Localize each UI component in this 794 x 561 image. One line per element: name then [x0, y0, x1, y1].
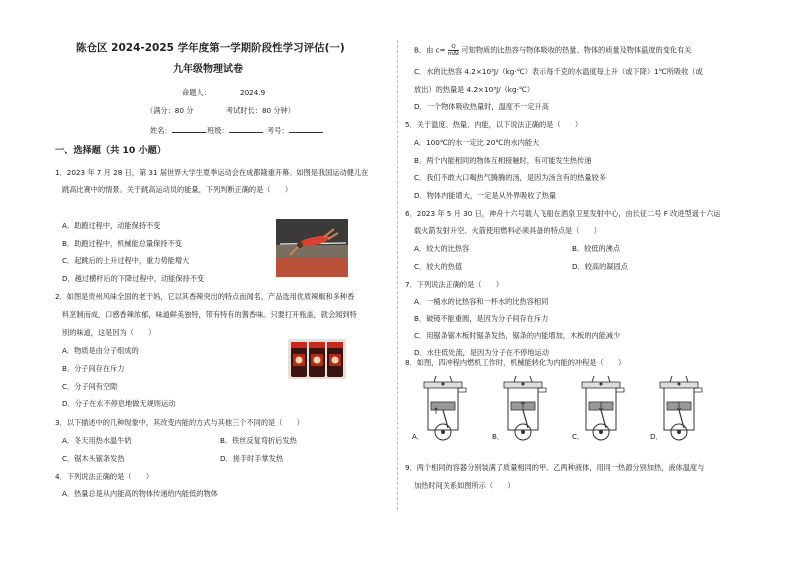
engine-a-diagram [424, 376, 466, 440]
q5-option-b[interactable]: B．两个内能相同的物体互相接触时，有可能发生热传递 [414, 156, 592, 165]
q1-stem-1: 1．2023 年 7 月 28 日，第 31 届世界大学生夏季运动会在成都隆重开幕。如图是我国运动健儿在 [55, 168, 369, 177]
q4-option-d[interactable]: D．一个物体吸收热量时，温度不一定升高 [414, 102, 549, 111]
name-label: 姓名： [150, 126, 172, 135]
class-field[interactable] [207, 125, 263, 135]
name-field[interactable] [150, 125, 206, 135]
class-label: 班级： [207, 126, 229, 135]
q6-stem-1: 6．2023 年 5 月 30 日，神舟十六号载人飞船在酒泉卫星发射中心，由长征二号 F 改进型遥十六运 [405, 209, 721, 218]
id-field[interactable] [267, 125, 323, 135]
q5-stem: 5．关于温度、热量、内能，以下说法正确的是（ ） [405, 120, 583, 129]
q6-stem-2: 载火箭发射升空。火箭使用燃料必须具备的特点是（ ） [414, 226, 601, 235]
q7-stem: 7．下列说法正确的是（ ） [405, 280, 504, 289]
engine-c-diagram [582, 376, 624, 440]
q3-stem: 3．以下描述中的几种现象中，其改变内能的方式与其他三个不同的是（ ） [55, 418, 304, 427]
q8-label-b[interactable]: B． [492, 432, 505, 441]
q2-option-a[interactable]: A．物质是由分子组成的 [62, 346, 139, 355]
q4-option-b[interactable] [414, 44, 691, 57]
q7-option-a[interactable]: A．一桶水的比热容和一杯水的比热容相同 [414, 297, 549, 306]
section-heading: 一、选择题（共 10 小题） [55, 145, 167, 156]
chili-sauce-jars-photo [288, 339, 346, 379]
q1-stem-2: 跳高比赛中的情景。关于跳高运动员的能量，下列判断正确的是（ ） [62, 185, 293, 194]
q1-option-a[interactable]: A．助跑过程中，动能保持不变 [62, 221, 161, 230]
high-jump-photo [276, 219, 348, 277]
q3-option-d[interactable]: D．搓手时手掌发热 [220, 454, 284, 463]
q3-option-a[interactable]: A．冬天用热水温牛奶 [62, 436, 132, 445]
q7-option-b[interactable]: B．破镜不能重圆，是因为分子间存在斥力 [414, 314, 549, 323]
q5-option-c[interactable]: C．我们不敢大口喝热气腾腾的汤，是因为汤含有的热量较多 [414, 173, 606, 182]
q2-option-c[interactable]: C．分子间有空隙 [62, 382, 118, 391]
exam-date: 2024.9 [240, 88, 266, 97]
q4-option-c[interactable]: C．水的比热容 4.2×10³J/（kg·℃）表示每千克的水温度每上升（或下降）1℃所吸收（或 [414, 67, 703, 76]
q6-option-a[interactable]: A．较大的比热容 [414, 244, 470, 253]
full-score: （满分：80 分 [146, 106, 194, 115]
exam-subtitle: 九年级物理试卷 [173, 64, 243, 75]
engine-d-diagram [660, 376, 702, 440]
author-label: 命题人： [182, 88, 211, 97]
q2-stem-3: 别的味道，这是因为（ ） [62, 328, 156, 337]
engine-stroke-diagrams [420, 374, 710, 444]
q2-stem-2: 料烹制而成，口感香辣浓郁，味道鲜美独特，带有特有的酱香味。只要打开瓶盖，就会闻到特 [62, 310, 357, 319]
q1-option-d[interactable]: D．越过横杆后的下降过程中，动能保持不变 [62, 274, 205, 283]
q7-option-c[interactable]: C．用锯条锯木板时锯条发热，锯条的内能增加，木板的内能减少 [414, 331, 621, 340]
q8-label-a[interactable]: A． [412, 432, 425, 441]
q2-option-d[interactable]: D．分子在永不停息地做无规则运动 [62, 399, 176, 408]
q4-b-suffix: 可知物质的比热容与物体吸收的热量、物体的质量及物体温度的变化有关 [461, 45, 692, 55]
q4-stem: 4．下列说法正确的是（ ） [55, 472, 154, 481]
exam-duration: 考试时长：80 分钟） [226, 106, 295, 115]
q6-option-d[interactable]: D．较高的凝固点 [572, 262, 628, 271]
q8-label-d[interactable]: D． [650, 432, 663, 441]
q1-option-c[interactable]: C．起跳后的上升过程中，重力势能增大 [62, 256, 190, 265]
q4-b-formula [448, 44, 459, 57]
q2-option-b[interactable]: B．分子间存在斥力 [62, 364, 125, 373]
q7-option-d[interactable]: D．水往低处流，是因为分子在不停地运动 [414, 348, 549, 357]
q1-option-b[interactable]: B．助跑过程中，机械能总量保持不变 [62, 239, 182, 248]
q2-stem-1: 2．如图是贵州风味全国的老干妈，它以其香辣突出的特点而闻名，产品选用优质辣椒和多种香 [55, 292, 355, 301]
q5-option-a[interactable]: A．100℃的水一定比 20℃的水内能大 [414, 138, 540, 147]
q3-option-b[interactable]: B．铁丝反复弯折后发热 [220, 436, 297, 445]
q4-option-a[interactable]: A．热量总是从内能高的物体传递给内能低的物体 [62, 489, 218, 498]
id-label: 考号： [267, 126, 289, 135]
q9-stem-1: 9．两个相同的容器分别装满了质量相同的甲、乙两种液体，用同一热源分别加热，液体温度与 [405, 463, 705, 472]
q4-option-c-cont: 放出）的热量是 4.2×10³J/（kg·℃） [414, 85, 535, 94]
q6-option-c[interactable]: C．较大的热值 [414, 262, 463, 271]
q4-b-prefix: B．由 c= [414, 45, 446, 55]
exam-title: 陈仓区 2024-2025 学年度第一学期阶段性学习评估(一) [76, 42, 345, 54]
q4-b-denominator: mΔt [447, 51, 460, 57]
q3-option-c[interactable]: C．锯木头锯条发热 [62, 454, 125, 463]
engine-b-diagram [504, 376, 546, 440]
q5-option-d[interactable]: D．物体内能增大，一定是从外界吸收了热量 [414, 191, 557, 200]
q9-stem-2: 加热时间关系如图所示（ ） [414, 481, 515, 490]
q6-option-b[interactable]: B．较低的沸点 [572, 244, 621, 253]
q8-stem: 8．如图，四冲程内燃机工作时，机械能转化为内能的冲程是（ ） [405, 358, 626, 367]
q4-b-numerator: Q [448, 44, 459, 51]
column-divider [397, 40, 399, 510]
q8-label-c[interactable]: C． [572, 432, 585, 441]
